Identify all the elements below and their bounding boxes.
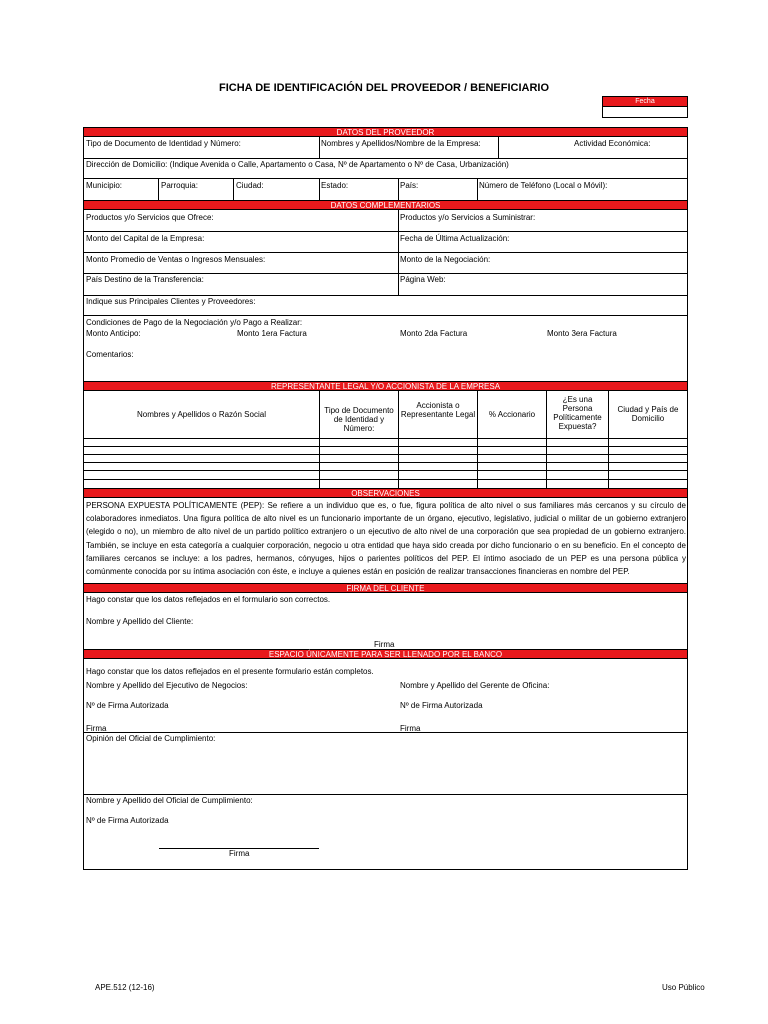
firma-3-label: Firma xyxy=(229,849,250,858)
productos-suministrar-label: Productos y/o Servicios a Suministrar: xyxy=(400,213,536,222)
ciudad-label: Ciudad: xyxy=(236,181,264,190)
monto-promedio-label: Monto Promedio de Ventas o Ingresos Mensuales: xyxy=(86,255,266,264)
direccion-label: Dirección de Domicilio: (Indique Avenida o Calle, Apartamento o Casa, Nº de Apartamento o Nº de Casa, Urbanización) xyxy=(86,160,509,169)
municipio-label: Municipio: xyxy=(86,181,123,190)
opinion-label: Opinión del Oficial de Cumplimiento: xyxy=(86,734,216,743)
firma-cliente-label: Firma xyxy=(374,640,395,649)
nombre-cliente-label: Nombre y Apellido del Cliente: xyxy=(86,617,194,626)
fecha-label: Fecha xyxy=(603,97,687,107)
firma-2-label: Firma xyxy=(400,724,421,733)
col-accionista: Accionista o Representante Legal xyxy=(400,401,476,419)
oficial-label: Nombre y Apellido del Oficial de Cumplimiento: xyxy=(86,796,253,805)
pagina-web-label: Página Web: xyxy=(400,275,446,284)
uso-publico: Uso Público xyxy=(662,983,705,992)
section-header-firma-cliente: FIRMA DEL CLIENTE xyxy=(84,583,687,593)
tipo-documento-label: Tipo de Documento de Identidad y Número: xyxy=(86,139,241,148)
cliente-constar-text: Hago constar que los datos reflejados en el formulario son correctos. xyxy=(86,595,331,604)
section-header-proveedor: DATOS DEL PROVEEDOR xyxy=(84,127,687,137)
col-nombres: Nombres y Apellidos o Razón Social xyxy=(137,410,266,419)
parroquia-label: Parroquia: xyxy=(161,181,198,190)
fecha-box[interactable] xyxy=(602,96,688,118)
firma-autorizada-2-label: Nº de Firma Autorizada xyxy=(400,701,483,710)
col-pep: ¿Es una Persona Políticamente Expuesta? xyxy=(553,395,602,431)
condiciones-label: Condiciones de Pago de la Negociación y/o Pago a Realizar: xyxy=(86,318,303,327)
factura3-label: Monto 3era Factura xyxy=(547,329,617,338)
monto-negociacion-label: Monto de la Negociación: xyxy=(400,255,491,264)
section-header-observaciones: OBSERVACIONES xyxy=(84,488,687,498)
col-ciudad-pais: Ciudad y País de Domicilio xyxy=(617,405,679,423)
form-container xyxy=(83,127,688,870)
observaciones-text: PERSONA EXPUESTA POLÍTICAMENTE (PEP): Se refiere a un individuo que es, o fue, figura política de alto nivel o sus familiares más cercanos y su círculo de colaboradores inmediatos. Una figura política de alto nivel es un funcionario importante de un órgano, ejecutivo, legislativo, judicial o militar de un gobierno extranjero (elegido o no), un miembro de alto nivel de un partido político extranjero o un ejecutivo de alto nivel de una corporación que sea propiedad de un gobierno extranjero. También, se incluye en esta categoría a cualquier corporación, negocio u otra entidad que haya sido creada por dicho funcionario o en su beneficio. En el concepto de familiares cercanos se incluye: a los padres, hermanos, cónyuges, hijos o parientes políticos del PEP. El íntimo asociado de un PEP es una persona pública y comúnmente conocida por su íntima asociación con éste, e incluye a quienes están en posición de realizar transacciones financieras en nombre del PEP. xyxy=(86,501,686,577)
telefono-label: Número de Teléfono (Local o Móvil): xyxy=(479,181,608,190)
comentarios-label: Comentarios: xyxy=(86,350,134,359)
monto-anticipo-label: Monto Anticipo: xyxy=(86,329,141,338)
section-header-representante: REPRESENTANTE LEGAL Y/O ACCIONISTA DE LA EMPRESA xyxy=(84,381,687,391)
banco-constar-text: Hago constar que los datos reflejados en el presente formulario están completos. xyxy=(86,667,374,676)
fecha-actualizacion-label: Fecha de Última Actualización: xyxy=(400,234,510,243)
actividad-label: Actividad Económica: xyxy=(574,139,651,148)
clientes-label: Indique sus Principales Clientes y Proveedores: xyxy=(86,297,256,306)
factura2-label: Monto 2da Factura xyxy=(400,329,468,338)
estado-label: Estado: xyxy=(321,181,349,190)
section-header-banco: ESPACIO ÚNICAMENTE PARA SER LLENADO POR EL BANCO xyxy=(84,649,687,659)
col-tipo-documento: Tipo de Documento de Identidad y Número: xyxy=(324,406,394,433)
productos-ofrece-label: Productos y/o Servicios que Ofrece: xyxy=(86,213,214,222)
nombres-empresa-label: Nombres y Apellidos/Nombre de la Empresa: xyxy=(321,139,481,148)
form-code: APE.512 (12-16) xyxy=(95,983,155,992)
ejecutivo-label: Nombre y Apellido del Ejecutivo de Negocios: xyxy=(86,681,248,690)
gerente-label: Nombre y Apellido del Gerente de Oficina: xyxy=(400,681,550,690)
section-header-complementarios: DATOS COMPLEMENTARIOS xyxy=(84,200,687,210)
firma-1-label: Firma xyxy=(86,724,107,733)
col-porcentaje: % Accionario xyxy=(488,410,536,419)
firma-autorizada-1-label: Nº de Firma Autorizada xyxy=(86,701,169,710)
pais-label: País: xyxy=(400,181,419,190)
firma-autorizada-3-label: Nº de Firma Autorizada xyxy=(86,816,169,825)
factura1-label: Monto 1era Factura xyxy=(237,329,307,338)
pais-destino-label: País Destino de la Transferencia: xyxy=(86,275,204,284)
monto-capital-label: Monto del Capital de la Empresa: xyxy=(86,234,205,243)
page-title: FICHA DE IDENTIFICACIÓN DEL PROVEEDOR / BENEFICIARIO xyxy=(218,82,550,94)
